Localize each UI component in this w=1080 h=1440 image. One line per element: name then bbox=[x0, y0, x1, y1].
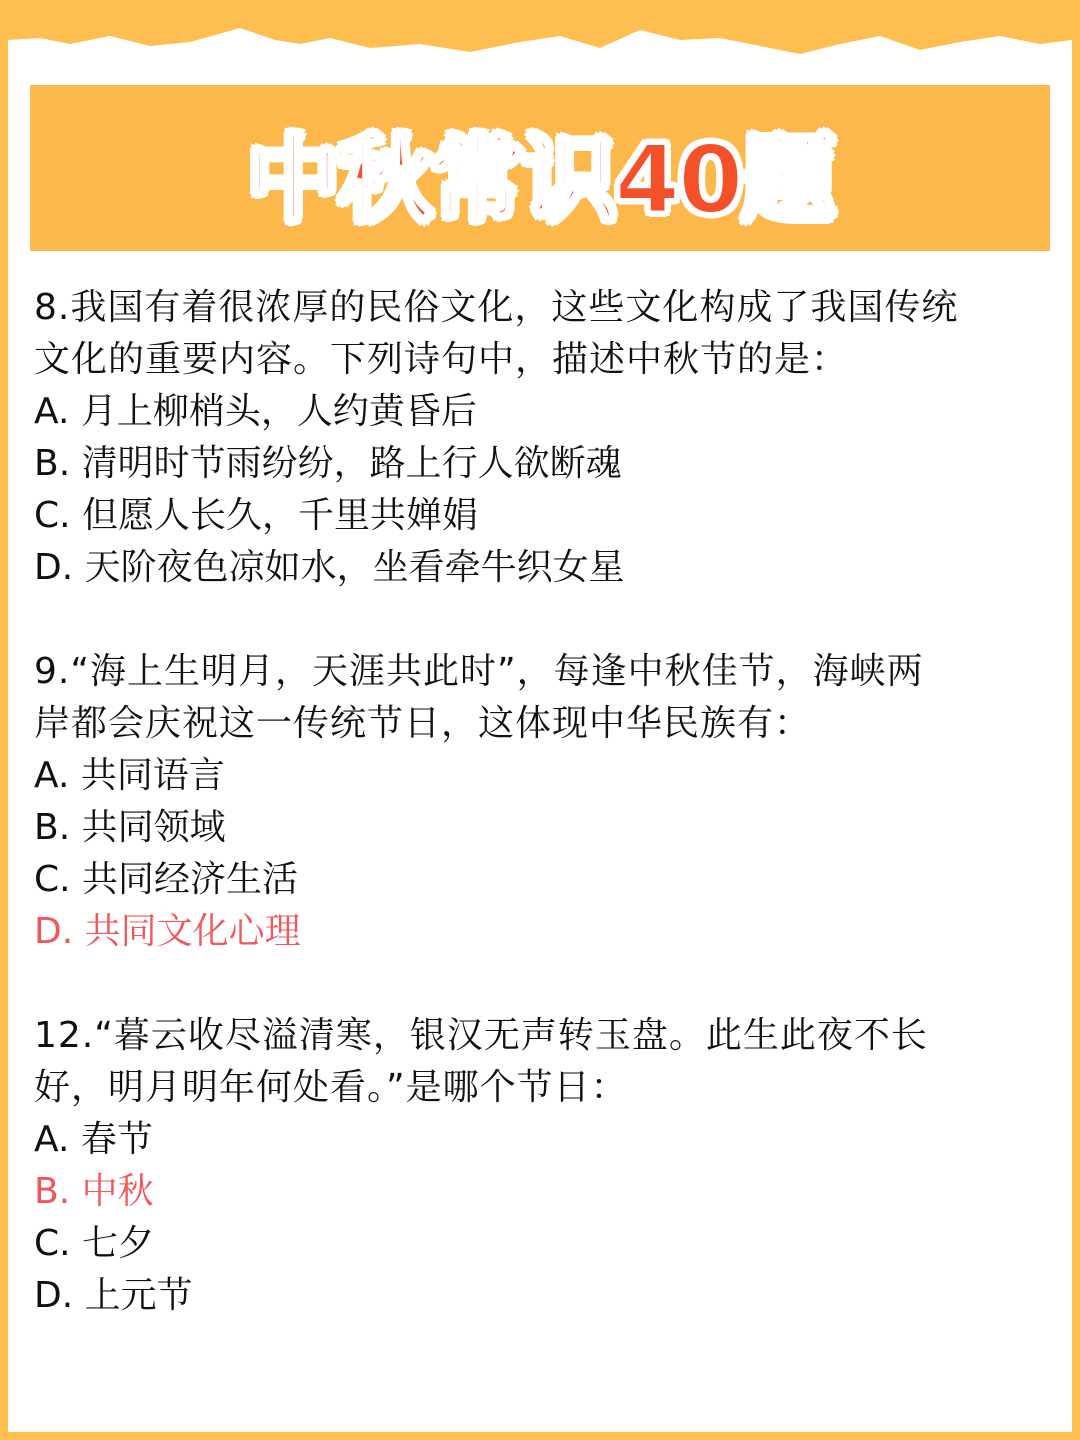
question-stem-line: 8.我国有着很浓厚的民俗文化，这些文化构成了我国传统 bbox=[34, 287, 959, 328]
option-a: A. 春节 bbox=[34, 1119, 153, 1160]
option-c: C. 共同经济生活 bbox=[34, 859, 299, 900]
question-9 bbox=[34, 646, 1054, 958]
title-banner bbox=[30, 85, 1050, 251]
option-d: D. 上元节 bbox=[34, 1275, 193, 1316]
option-a: A. 月上柳梢头，人约黄昏后 bbox=[34, 391, 477, 432]
question-stem-line: 12.“暮云收尽溢清寒，银汉无声转玉盘。此生此夜不长 bbox=[34, 1015, 928, 1056]
option-b: B. 清明时节雨纷纷，路上行人欲断魂 bbox=[34, 443, 622, 484]
quiz-content bbox=[34, 282, 1054, 1322]
option-d-correct-answer: D. 共同文化心理 bbox=[34, 911, 301, 952]
option-a: A. 共同语言 bbox=[34, 755, 225, 796]
question-stem-line: 好，明月明年何处看。”是哪个节日： bbox=[34, 1067, 628, 1108]
option-c: C. 但愿人长久，千里共婵娟 bbox=[34, 495, 479, 536]
question-12 bbox=[34, 1010, 1054, 1322]
question-stem-line: 岸都会庆祝这一传统节日，这体现中华民族有： bbox=[34, 703, 812, 744]
question-stem-line: 9.“海上生明月，天涯共此时”，每逢中秋佳节，海峡两 bbox=[34, 651, 924, 692]
page-title: 中秋常识40题 bbox=[246, 125, 834, 235]
question-stem-line: 文化的重要内容。下列诗句中，描述中秋节的是： bbox=[34, 339, 849, 380]
question-8 bbox=[34, 282, 1054, 594]
option-b: B. 共同领域 bbox=[34, 807, 226, 848]
torn-paper-bottom-edge bbox=[0, 1400, 1080, 1440]
option-d: D. 天阶夜色凉如水，坐看牵牛织女星 bbox=[34, 547, 625, 588]
option-b-correct-answer: B. 中秋 bbox=[34, 1171, 154, 1212]
option-c: C. 七夕 bbox=[34, 1223, 155, 1264]
